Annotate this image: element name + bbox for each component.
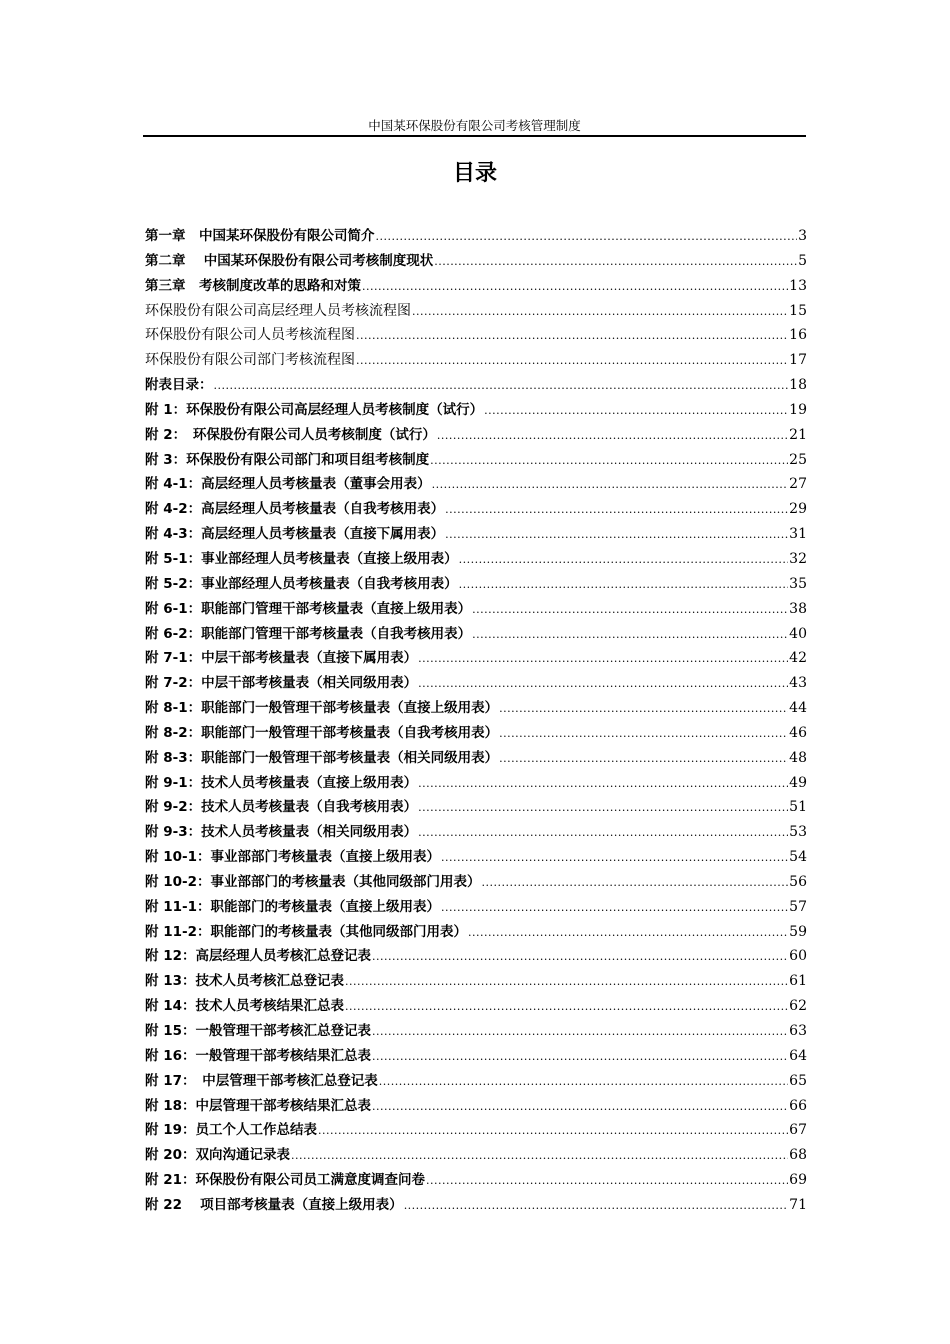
toc-page-number: 61	[789, 973, 807, 990]
toc-page-number: 57	[789, 898, 807, 915]
toc-page-number: 53	[789, 824, 807, 841]
toc-page-number: 29	[789, 501, 807, 518]
toc-entry-text: 附 22 项目部考核量表（直接上级用表）	[145, 1196, 403, 1213]
toc-entry-text: 附 8-2：职能部门一般管理干部考核量表（自我考核用表）	[145, 724, 499, 741]
toc-dot-leader	[404, 1196, 788, 1216]
toc-dot-leader	[445, 500, 788, 520]
toc-entry[interactable]	[145, 524, 807, 549]
toc-page-number: 65	[789, 1072, 807, 1089]
toc-dot-leader	[484, 401, 788, 421]
toc-dot-leader	[441, 898, 788, 918]
toc-entry-text: 附 18：中层管理干部考核结果汇总表	[145, 1097, 371, 1114]
toc-dot-leader	[445, 525, 788, 545]
toc-entry-text: 附 12：高层经理人员考核汇总登记表	[145, 948, 371, 965]
toc-entry-text: 附 10-2：事业部部门的考核量表（其他同级部门用表）	[145, 873, 481, 890]
toc-dot-leader	[418, 823, 788, 843]
toc-entry-text: 附 13：技术人员考核汇总登记表	[145, 973, 344, 990]
toc-dot-leader	[356, 326, 788, 346]
toc-entry-text: 附 4-1：高层经理人员考核量表（董事会用表）	[145, 476, 431, 493]
toc-entry-text: 附 9-2：技术人员考核量表（自我考核用表）	[145, 799, 418, 816]
toc-dot-leader	[437, 426, 788, 446]
running-header: 中国某环保股份有限公司考核管理制度	[368, 118, 581, 133]
toc-entry-text: 附表目录：	[145, 377, 213, 394]
toc-page-number: 13	[789, 277, 807, 294]
toc-entry[interactable]	[145, 897, 807, 922]
toc-page-number: 67	[789, 1122, 807, 1139]
toc-dot-leader	[372, 947, 788, 967]
toc-entry-text: 环保股份有限公司部门考核流程图	[145, 352, 355, 369]
header-rule	[143, 135, 806, 137]
toc-page-number: 56	[789, 873, 807, 890]
toc-dot-leader	[418, 774, 788, 794]
toc-entry-text: 附 6-1：职能部门管理干部考核量表（直接上级用表）	[145, 600, 472, 617]
toc-entry-text: 第二章 中国某环保股份有限公司考核制度现状	[145, 252, 434, 269]
toc-page-number: 63	[789, 1023, 807, 1039]
toc-entry[interactable]	[145, 773, 807, 798]
toc-page-number: 16	[789, 327, 807, 344]
toc-entry-text: 附 16：一般管理干部考核结果汇总表	[145, 1047, 371, 1064]
toc-entry[interactable]	[145, 450, 807, 475]
toc-entry[interactable]	[145, 971, 807, 996]
toc-page-number: 69	[789, 1172, 807, 1189]
toc-entry-text: 环保股份有限公司人员考核流程图	[145, 327, 355, 344]
toc-entry[interactable]	[145, 723, 807, 748]
toc-entry-text: 第一章 中国某环保股份有限公司简介	[145, 228, 375, 244]
table-of-contents	[145, 226, 807, 1220]
toc-entry[interactable]	[145, 499, 807, 524]
toc-page-number: 48	[789, 749, 807, 766]
toc-dot-leader	[372, 1047, 788, 1067]
toc-entry-text: 附 17： 中层管理干部考核汇总登记表	[145, 1072, 378, 1089]
toc-page-number: 31	[789, 526, 807, 543]
toc-entry[interactable]	[145, 996, 807, 1021]
toc-entry[interactable]	[145, 599, 807, 624]
toc-entry-text: 附 14：技术人员考核结果汇总表	[145, 998, 344, 1015]
toc-entry[interactable]	[145, 350, 807, 375]
toc-dot-leader	[379, 1072, 788, 1092]
toc-dot-leader	[468, 923, 788, 943]
toc-page-number: 59	[789, 923, 807, 940]
toc-entry-text: 附 9-3：技术人员考核量表（相关同级用表）	[145, 824, 418, 841]
toc-dot-leader	[459, 550, 789, 570]
toc-entry[interactable]	[145, 673, 807, 698]
toc-entry[interactable]	[145, 1170, 807, 1195]
toc-dot-leader	[214, 376, 789, 396]
toc-page-number: 54	[789, 849, 807, 866]
toc-dot-leader	[362, 277, 788, 297]
toc-entry[interactable]	[145, 474, 807, 499]
toc-dot-leader	[418, 798, 788, 818]
toc-entry[interactable]	[145, 797, 807, 822]
toc-entry[interactable]	[145, 1096, 807, 1121]
toc-entry-text: 附 8-1：职能部门一般管理干部考核量表（直接上级用表）	[145, 700, 499, 717]
toc-page-number: 60	[789, 948, 807, 965]
toc-page-number: 3	[798, 228, 807, 244]
toc-entry[interactable]	[145, 1021, 807, 1046]
toc-entry[interactable]	[145, 1046, 807, 1071]
toc-page-number: 49	[789, 774, 807, 791]
toc-entry[interactable]	[145, 1071, 807, 1096]
toc-page-number: 17	[789, 352, 807, 369]
toc-entry-text: 附 3：环保股份有限公司部门和项目组考核制度	[145, 451, 430, 468]
toc-entry-text: 附 1：环保股份有限公司高层经理人员考核制度（试行）	[145, 401, 484, 418]
toc-entry[interactable]	[145, 574, 807, 599]
toc-entry-text: 环保股份有限公司高层经理人员考核流程图	[145, 302, 411, 319]
toc-page-number: 5	[798, 252, 807, 269]
toc-entry[interactable]	[145, 301, 807, 326]
toc-entry-text: 附 8-3：职能部门一般管理干部考核量表（相关同级用表）	[145, 749, 499, 766]
toc-page-number: 44	[789, 700, 807, 717]
toc-dot-leader	[499, 749, 788, 769]
toc-page-number: 40	[789, 625, 807, 642]
toc-entry-text: 附 5-1：事业部经理人员考核量表（直接上级用表）	[145, 550, 458, 567]
toc-entry[interactable]	[145, 276, 807, 301]
toc-entry-text: 附 7-2：中层干部考核量表（相关同级用表）	[145, 675, 418, 692]
toc-entry-text: 附 6-2：职能部门管理干部考核量表（自我考核用表）	[145, 625, 472, 642]
toc-dot-leader	[426, 1171, 788, 1191]
toc-entry-text: 附 4-3：高层经理人员考核量表（直接下属用表）	[145, 526, 445, 543]
toc-entry-text: 附 10-1：事业部部门考核量表（直接上级用表）	[145, 849, 440, 866]
toc-entry[interactable]	[145, 872, 807, 897]
toc-page-number: 46	[789, 724, 807, 741]
toc-dot-leader	[372, 1022, 788, 1042]
toc-dot-leader	[472, 600, 788, 620]
toc-title: 目录	[452, 161, 497, 186]
toc-page-number: 27	[789, 476, 807, 493]
toc-entry[interactable]	[145, 375, 807, 400]
toc-dot-leader	[418, 649, 788, 669]
toc-dot-leader	[472, 625, 788, 645]
toc-entry-text: 第三章 考核制度改革的思路和对策	[145, 277, 361, 294]
toc-entry[interactable]	[145, 549, 807, 574]
toc-entry-text: 附 11-1：职能部门的考核量表（直接上级用表）	[145, 898, 440, 915]
toc-entry[interactable]	[145, 251, 807, 276]
toc-dot-leader	[345, 972, 788, 992]
toc-dot-leader	[430, 451, 788, 471]
toc-entry[interactable]	[145, 1120, 807, 1145]
toc-entry[interactable]	[145, 847, 807, 872]
toc-page-number: 21	[789, 426, 807, 443]
toc-entry[interactable]	[145, 226, 807, 251]
toc-page-number: 32	[789, 550, 807, 567]
toc-entry[interactable]	[145, 1145, 807, 1170]
toc-entry[interactable]	[145, 648, 807, 673]
toc-entry-text: 附 5-2：事业部经理人员考核量表（自我考核用表）	[145, 575, 458, 592]
toc-entry-text: 附 2： 环保股份有限公司人员考核制度（试行）	[145, 426, 436, 443]
toc-entry-text: 附 20：双向沟通记录表	[145, 1147, 290, 1164]
toc-dot-leader	[499, 724, 788, 744]
toc-page-number: 19	[789, 401, 807, 418]
toc-page-number: 18	[789, 377, 807, 394]
toc-entry[interactable]	[145, 400, 807, 425]
toc-page-number: 38	[789, 600, 807, 617]
toc-dot-leader	[432, 475, 789, 495]
toc-dot-leader	[291, 1146, 788, 1166]
toc-entry-text: 附 15：一般管理干部考核汇总登记表	[145, 1023, 371, 1039]
toc-entry[interactable]	[145, 325, 807, 350]
toc-entry[interactable]	[145, 624, 807, 649]
toc-page-number: 43	[789, 675, 807, 692]
toc-page-number: 71	[789, 1196, 807, 1213]
toc-dot-leader	[356, 351, 788, 371]
toc-page-number: 51	[789, 799, 807, 816]
toc-entry-text: 附 11-2：职能部门的考核量表（其他同级部门用表）	[145, 923, 467, 940]
toc-page-number: 35	[789, 575, 807, 592]
toc-dot-leader	[459, 575, 789, 595]
toc-page-number: 15	[789, 302, 807, 319]
toc-entry[interactable]	[145, 822, 807, 847]
toc-dot-leader	[499, 699, 788, 719]
toc-dot-leader	[372, 1097, 788, 1117]
toc-entry[interactable]	[145, 946, 807, 971]
toc-entry[interactable]	[145, 1195, 807, 1220]
toc-page-number: 25	[789, 451, 807, 468]
toc-dot-leader	[318, 1121, 788, 1141]
toc-entry[interactable]	[145, 922, 807, 947]
toc-page-number: 62	[789, 998, 807, 1015]
toc-entry-text: 附 7-1：中层干部考核量表（直接下属用表）	[145, 650, 418, 667]
toc-dot-leader	[481, 873, 788, 893]
toc-dot-leader	[434, 252, 797, 272]
toc-entry[interactable]	[145, 425, 807, 450]
toc-page-number: 66	[789, 1097, 807, 1114]
toc-page-number: 42	[789, 650, 807, 667]
toc-entry[interactable]	[145, 748, 807, 773]
toc-entry[interactable]	[145, 698, 807, 723]
toc-dot-leader	[412, 302, 788, 322]
toc-entry-text: 附 9-1：技术人员考核量表（直接上级用表）	[145, 774, 418, 791]
toc-page-number: 64	[789, 1047, 807, 1064]
toc-entry-text: 附 19：员工个人工作总结表	[145, 1122, 317, 1139]
toc-entry-text: 附 21：环保股份有限公司员工满意度调查问卷	[145, 1172, 425, 1189]
toc-dot-leader	[376, 227, 798, 247]
toc-dot-leader	[441, 848, 788, 868]
toc-entry-text: 附 4-2：高层经理人员考核量表（自我考核用表）	[145, 501, 445, 518]
toc-dot-leader	[345, 997, 788, 1017]
toc-page-number: 68	[789, 1147, 807, 1164]
toc-dot-leader	[418, 674, 788, 694]
